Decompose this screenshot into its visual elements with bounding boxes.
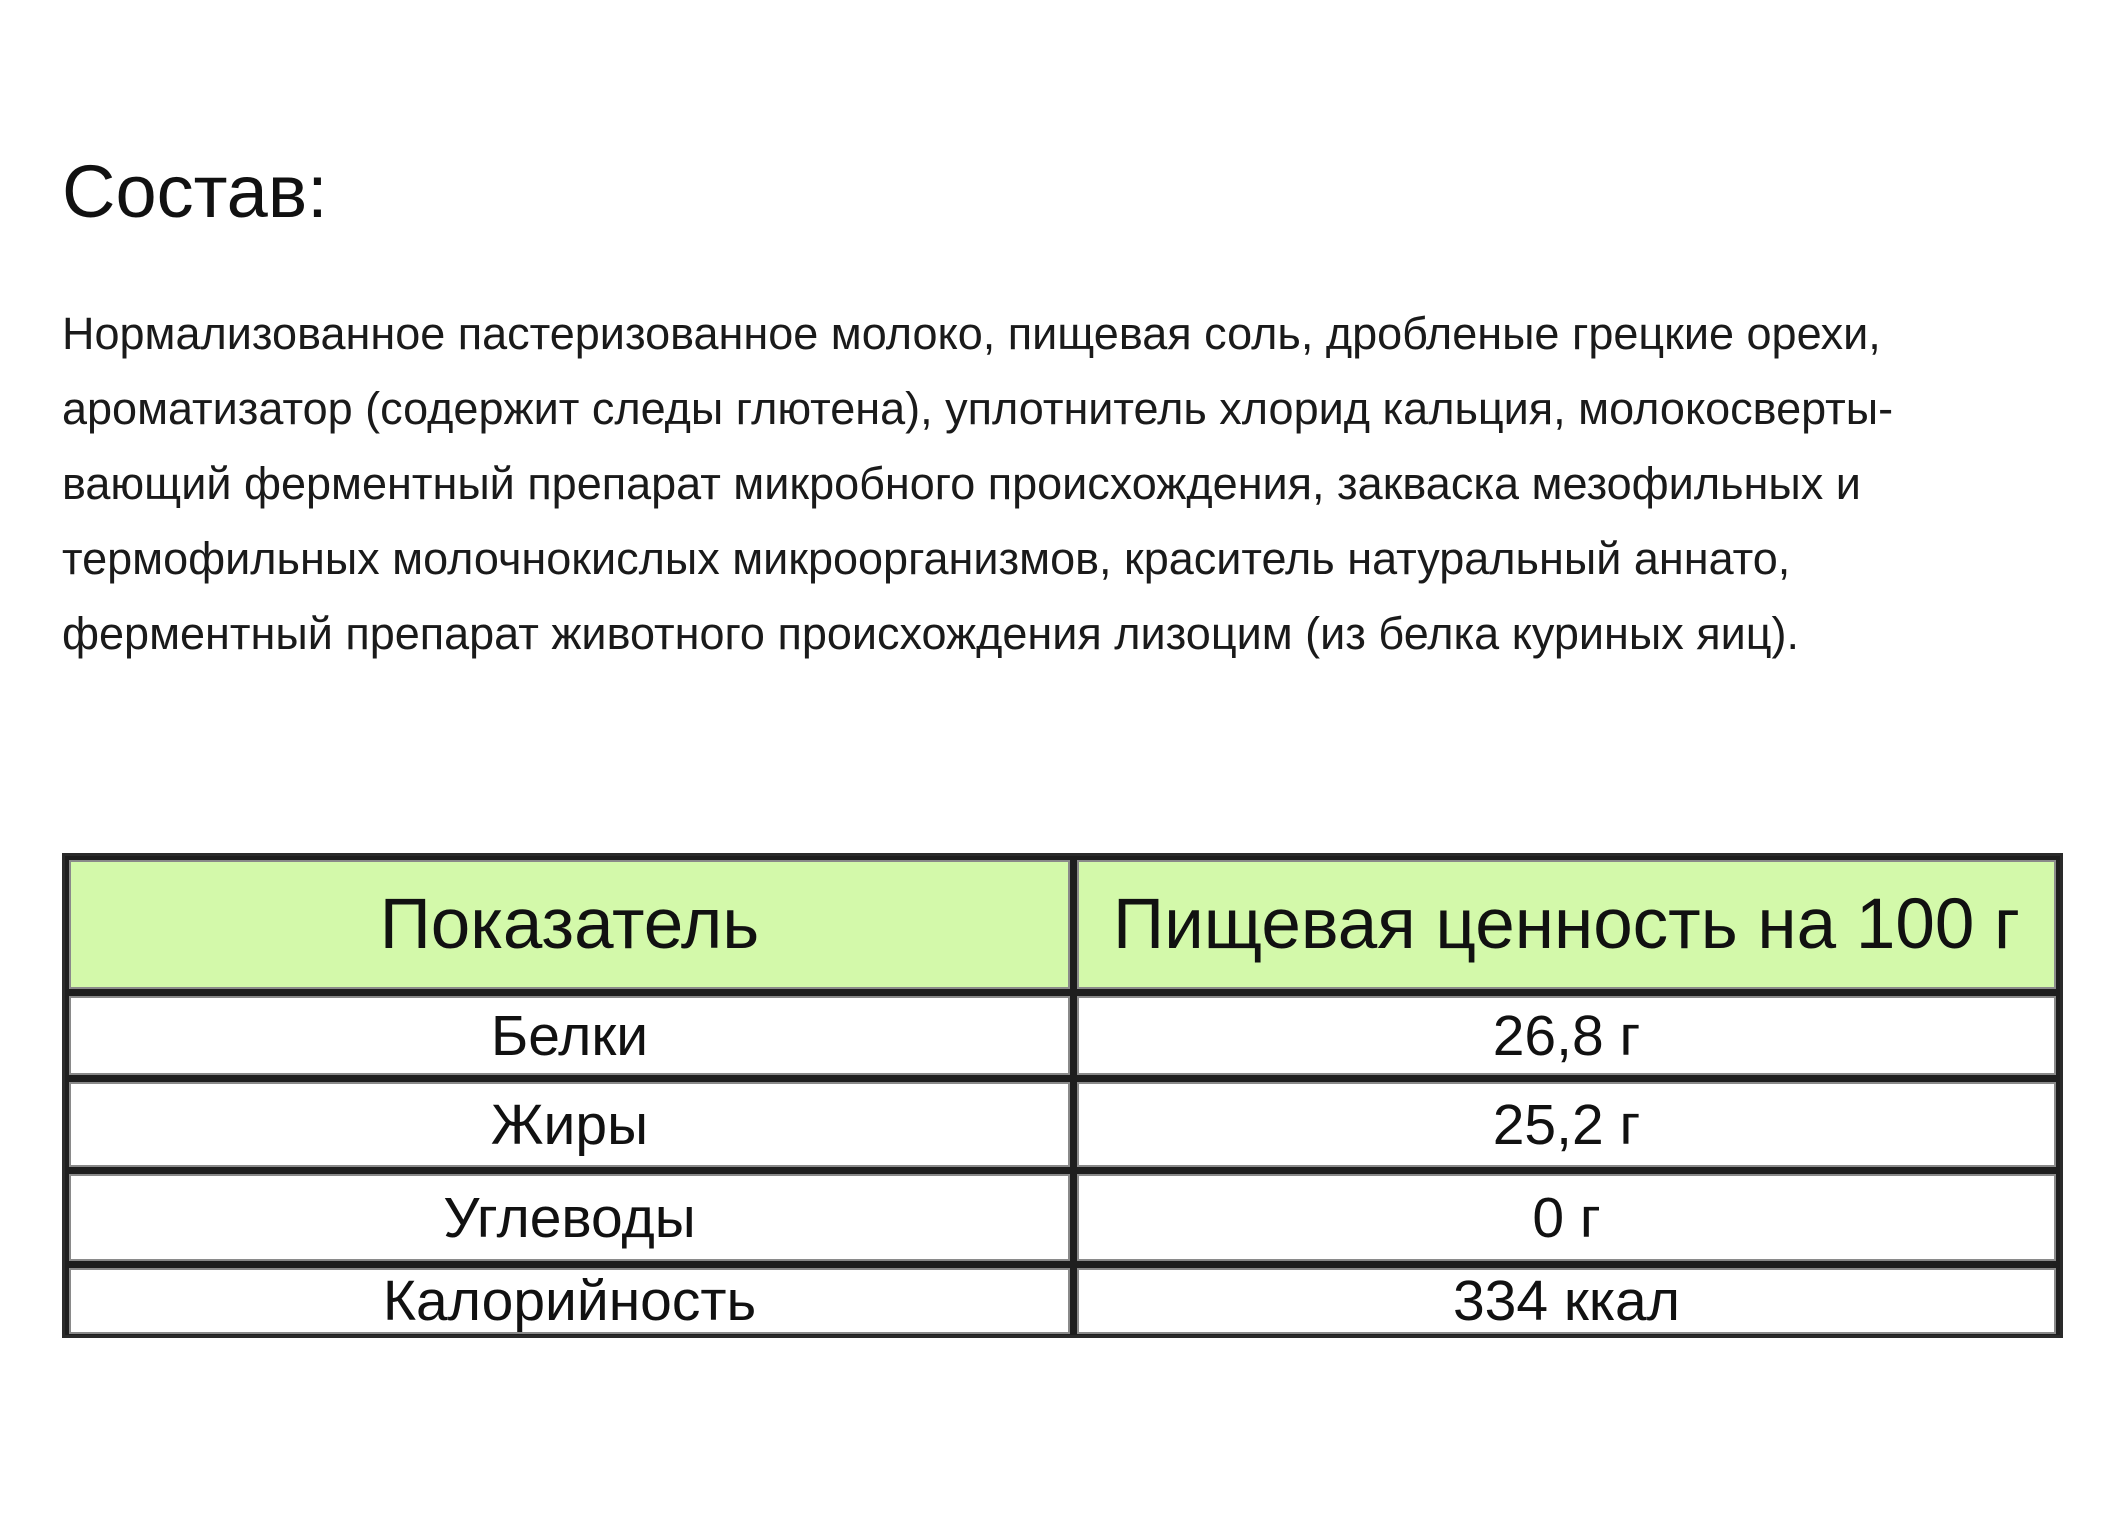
page-title: Состав: bbox=[62, 150, 328, 233]
row-label-calories: Калорийность bbox=[69, 1268, 1070, 1334]
row-label-proteins: Белки bbox=[69, 996, 1070, 1075]
composition-line: ферментный препарат животного происхождения лизоцим (из белка куриных яиц). bbox=[62, 608, 1800, 659]
row-value-proteins: 26,8 г bbox=[1077, 996, 2056, 1075]
composition-line: Нормализованное пастеризованное молоко, пищевая соль, дробленые грецкие орехи, bbox=[62, 308, 1881, 359]
row-value-carbohydrates: 0 г bbox=[1077, 1174, 2056, 1261]
nutrition-table bbox=[62, 853, 2063, 1338]
header-nutritional-value: Пищевая ценность на 100 г bbox=[1077, 860, 2056, 989]
composition-line: термофильных молочнокислых микроорганизмов, краситель натуральный аннато, bbox=[62, 533, 1791, 584]
composition-text bbox=[62, 296, 1893, 671]
header-indicator: Показатель bbox=[69, 860, 1070, 989]
composition-line: вающий ферментный препарат микробного происхождения, закваска мезофильных и bbox=[62, 458, 1861, 509]
row-value-calories: 334 ккал bbox=[1077, 1268, 2056, 1334]
composition-line: ароматизатор (содержит следы глютена), уплотнитель хлорид кальция, молокосверты- bbox=[62, 383, 1894, 434]
row-value-fats: 25,2 г bbox=[1077, 1082, 2056, 1167]
row-label-carbohydrates: Углеводы bbox=[69, 1174, 1070, 1261]
row-label-fats: Жиры bbox=[69, 1082, 1070, 1167]
